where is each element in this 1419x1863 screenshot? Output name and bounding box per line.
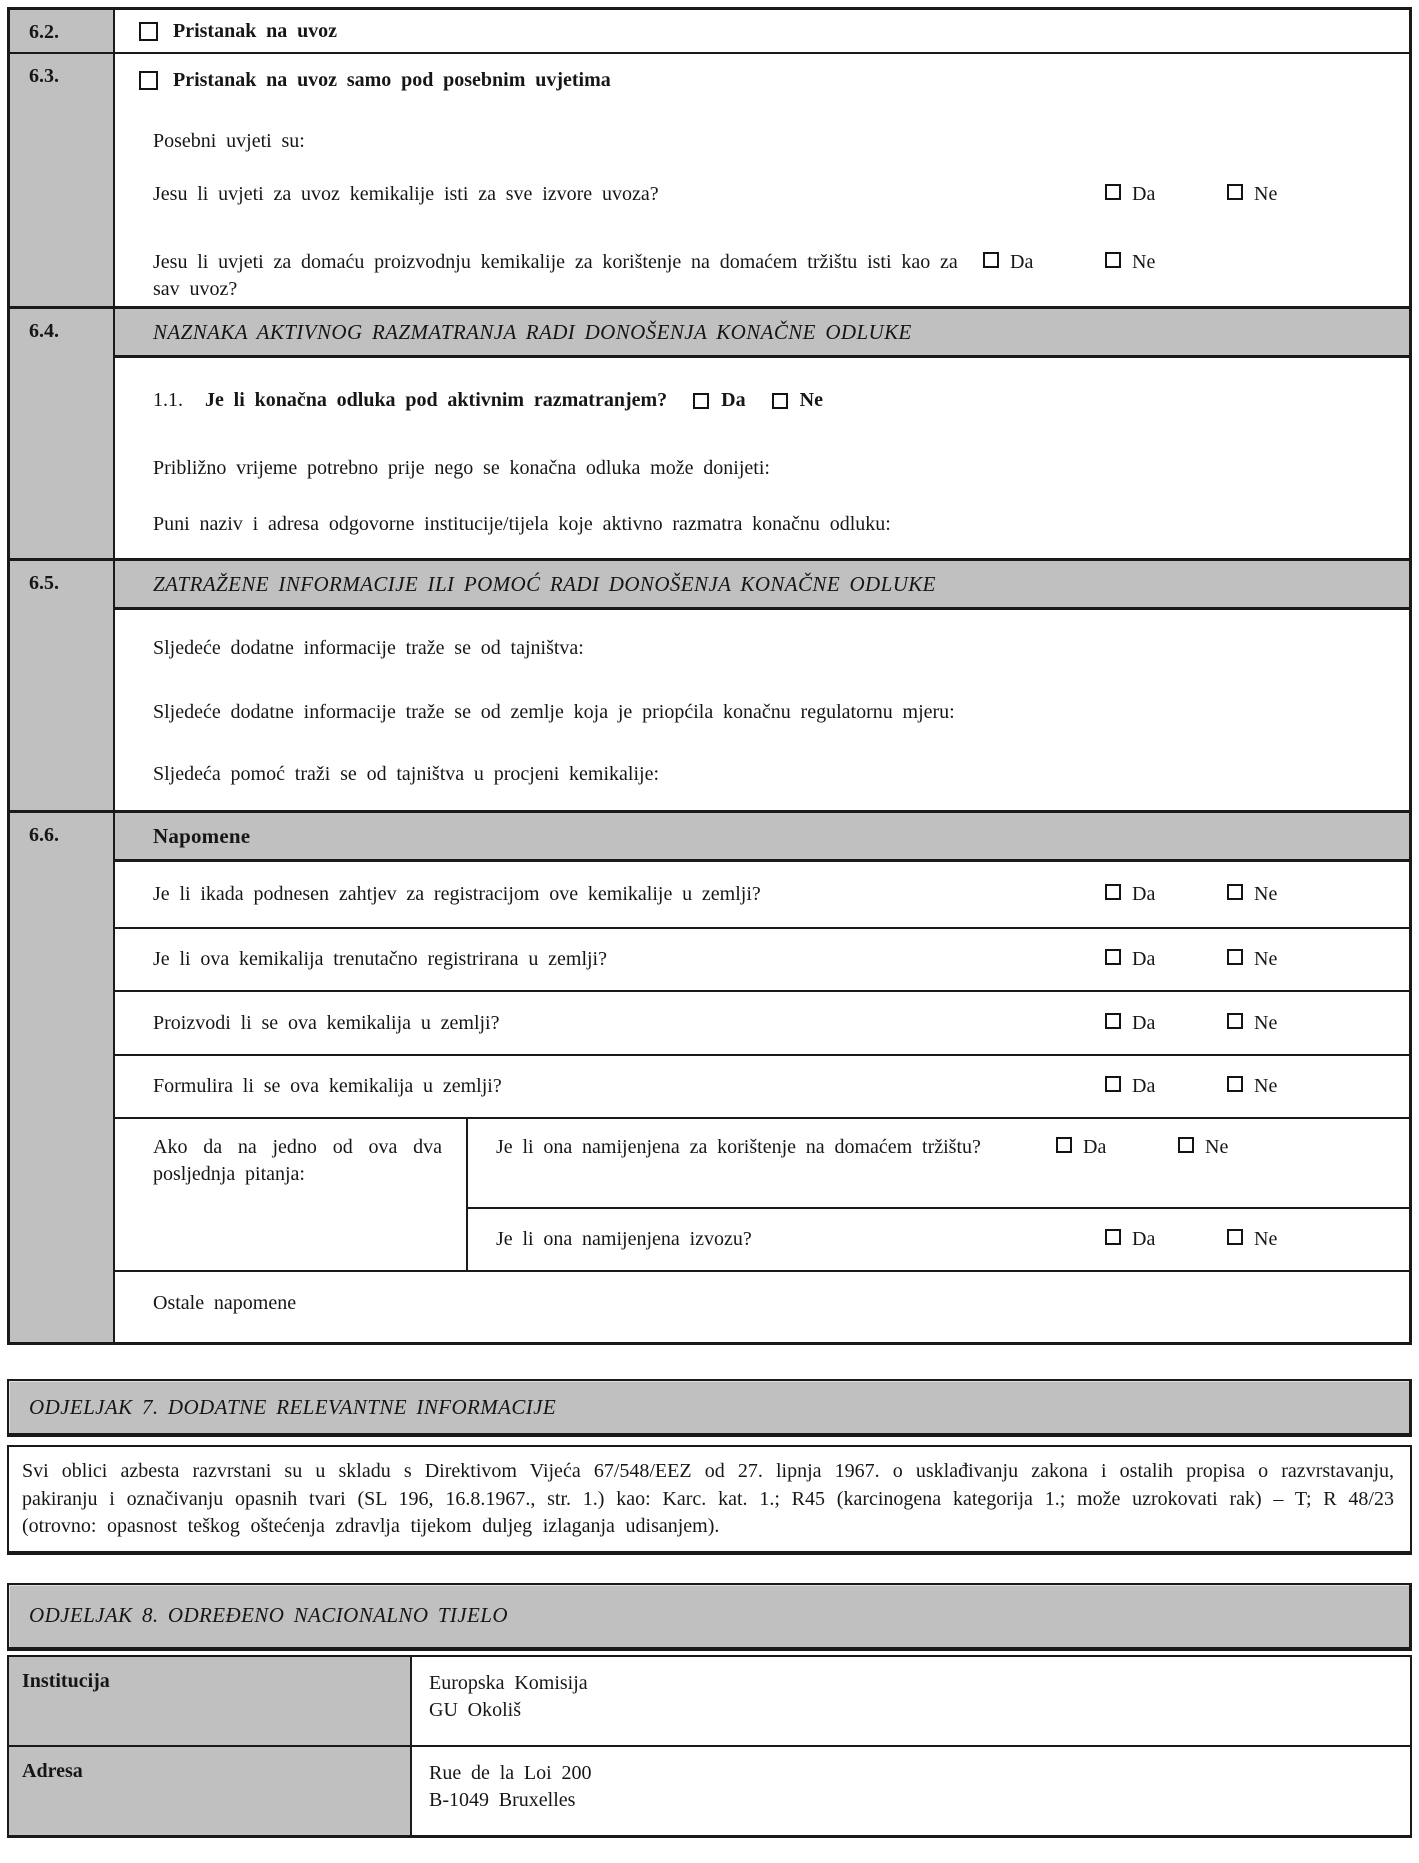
question-domestic-production	[115, 249, 1409, 303]
yes-checkbox[interactable]	[1056, 1137, 1072, 1153]
question-domestic-use	[468, 1119, 1409, 1207]
section-number: 6.5.	[10, 561, 115, 810]
consent-row	[115, 10, 1409, 52]
question-formulated	[115, 1054, 1409, 1117]
no-checkbox[interactable]	[1105, 252, 1121, 268]
question-text: Jesu li uvjeti za uvoz kemikalije isti za sve izvore uvoza?	[153, 183, 659, 205]
question-text: Formulira li se ova kemikalija u zemlji?	[153, 1075, 502, 1097]
import-response-table	[7, 7, 1412, 1345]
yes-checkbox[interactable]	[693, 393, 709, 409]
yes-no-group	[1105, 881, 1403, 908]
section-6-6	[10, 810, 1409, 1342]
yes-label: Da	[1132, 183, 1156, 205]
yes-checkbox[interactable]	[1105, 949, 1121, 965]
no-option	[1227, 946, 1349, 973]
question-text: Je li ona namijenjena za korištenje na domaćem tržištu?	[496, 1136, 981, 1158]
section-number: 6.4.	[10, 309, 115, 558]
no-option	[1227, 181, 1349, 208]
no-checkbox[interactable]	[1178, 1137, 1194, 1153]
no-option	[1227, 881, 1349, 908]
no-checkbox[interactable]	[1227, 1229, 1243, 1245]
yes-checkbox[interactable]	[1105, 1229, 1121, 1245]
question-text: Proizvodi li se ova kemikalija u zemlji?	[153, 1011, 500, 1034]
no-option	[1105, 249, 1227, 276]
question-produced	[115, 990, 1409, 1054]
question-export	[468, 1207, 1409, 1270]
section-8-header: ODJELJAK 8. ODREĐENO NACIONALNO TIJELO	[7, 1583, 1412, 1651]
section-7-body-box	[7, 1445, 1412, 1555]
no-label: Ne	[1132, 251, 1156, 273]
yes-option	[1105, 1073, 1227, 1100]
yes-option	[1105, 881, 1227, 908]
section-6-5-header: ZATRAŽENE INFORMACIJE ILI POMOĆ RADI DONOŠENJA KONAČNE ODLUKE	[115, 561, 1409, 610]
institution-row	[9, 1657, 1410, 1745]
no-option	[1227, 1226, 1349, 1253]
yes-no-group	[1105, 946, 1403, 973]
yes-label: Da	[1132, 1075, 1156, 1097]
asbestos-classification-text: Svi oblici azbesta razvrstani su u skladu s Direktivom Vijeća 67/548/EEZ od 27. lipnja 1967. o usklađivanju zakona i ostalih propisa o razvrstavanju, pakiranju i označivanju opasnih tvari (SL 196, 16.8.1967., str. 1.) kao: Karc. kat. 1.; R45 (karcinogena kategorija 1.; može uzrokovati rak) – T; R 48/23 (otrovno: opasnost teškog oštećenja zdravlja tijekom duljeg izlaganja udisanjem).	[22, 1460, 1394, 1537]
yes-option	[1105, 1010, 1227, 1037]
yes-label: Da	[721, 389, 746, 411]
yes-label: Da	[1132, 1011, 1156, 1034]
national-authority-table	[7, 1655, 1412, 1838]
yes-checkbox[interactable]	[983, 252, 999, 268]
no-option	[1227, 1073, 1349, 1100]
no-option	[1227, 1010, 1349, 1037]
address-street: Rue de la Loi 200	[429, 1761, 592, 1784]
institution-label: Institucija	[9, 1657, 412, 1745]
no-checkbox[interactable]	[1227, 184, 1243, 200]
institution-name: Europska Komisija	[429, 1671, 588, 1694]
conditional-questions-row	[115, 1117, 1409, 1270]
section-6-6-header: Napomene	[115, 813, 1409, 862]
institution-department: GU Okoliš	[429, 1698, 522, 1721]
time-needed-label: Približno vrijeme potrebno prije nego se konačna odluka može donijeti:	[153, 457, 770, 479]
special-conditions-label: Posebni uvjeti su:	[153, 130, 305, 152]
consent-checkbox[interactable]	[139, 22, 158, 41]
info-from-country-label: Sljedeće dodatne informacije traže se od zemlje koja je priopćila konačnu regulatornu mjeru:	[153, 701, 955, 723]
no-label: Ne	[1254, 948, 1278, 970]
yes-option	[1105, 181, 1227, 208]
no-label: Ne	[1205, 1136, 1229, 1158]
consent-label: Pristanak na uvoz	[173, 19, 338, 42]
no-label: Ne	[1254, 1011, 1278, 1034]
info-from-secretariat-label: Sljedeće dodatne informacije traže se od tajništva:	[153, 637, 584, 659]
yes-option	[1105, 946, 1227, 973]
section-6-5	[10, 558, 1409, 810]
yes-label: Da	[1132, 948, 1156, 970]
question-registration-ever	[115, 862, 1409, 927]
address-city: B-1049 Bruxelles	[429, 1788, 576, 1811]
conditional-consent-label: Pristanak na uvoz samo pod posebnim uvjetima	[173, 69, 611, 91]
question-number: 1.1.	[153, 389, 183, 411]
responsible-authority-label: Puni naziv i adresa odgovorne institucije/tijela koje aktivno razmatra konačnu odluku:	[153, 513, 891, 535]
yes-option	[983, 249, 1105, 276]
question-active-consideration	[115, 387, 1409, 414]
question-import-sources	[115, 181, 1409, 208]
yes-no-group	[983, 249, 1281, 276]
help-from-secretariat-label: Sljedeća pomoć traži se od tajništva u procjeni kemikalije:	[153, 763, 660, 785]
yes-no-group	[1105, 1226, 1403, 1253]
section-6-3	[10, 52, 1409, 306]
section-number: 6.3.	[10, 54, 115, 306]
yes-checkbox[interactable]	[1105, 884, 1121, 900]
yes-no-group	[1105, 1073, 1403, 1100]
question-registered-now	[115, 927, 1409, 990]
yes-label: Da	[1010, 251, 1034, 273]
yes-checkbox[interactable]	[1105, 184, 1121, 200]
no-checkbox[interactable]	[1227, 1013, 1243, 1029]
section-number: 6.6.	[10, 813, 115, 1342]
address-label: Adresa	[9, 1747, 412, 1835]
no-option	[1178, 1134, 1300, 1161]
no-checkbox[interactable]	[1227, 884, 1243, 900]
yes-no-group	[1105, 181, 1403, 208]
question-text: Je li ona namijenjena izvozu?	[496, 1228, 752, 1250]
question-text: Jesu li uvjeti za domaću proizvodnju kemikalije za korištenje na domaćem tržištu isti kao za sav uvoz?	[153, 251, 958, 300]
no-label: Ne	[1254, 1075, 1278, 1097]
yes-no-group	[1056, 1134, 1354, 1161]
yes-checkbox[interactable]	[1105, 1013, 1121, 1029]
yes-checkbox[interactable]	[1105, 1076, 1121, 1092]
yes-label: Da	[1083, 1136, 1107, 1158]
conditional-label: Ako da na jedno od ova dva posljednja pitanja:	[115, 1119, 468, 1270]
section-6-4-header: NAZNAKA AKTIVNOG RAZMATRANJA RADI DONOŠENJA KONAČNE ODLUKE	[115, 309, 1409, 358]
no-checkbox[interactable]	[772, 393, 788, 409]
section-7-header: ODJELJAK 7. DODATNE RELEVANTNE INFORMACIJE	[7, 1379, 1412, 1437]
question-text: Je li konačna odluka pod aktivnim razmatranjem?	[205, 389, 668, 411]
address-row	[9, 1745, 1410, 1835]
yes-label: Da	[1132, 1228, 1156, 1250]
yes-label: Da	[1132, 883, 1156, 905]
yes-no-group	[1105, 1010, 1403, 1037]
conditional-consent-row	[115, 54, 1409, 94]
no-label: Ne	[1254, 183, 1278, 205]
no-checkbox[interactable]	[1227, 949, 1243, 965]
no-label: Ne	[1254, 1228, 1278, 1250]
yes-option	[1056, 1134, 1178, 1161]
section-number: 6.2.	[10, 10, 115, 52]
question-text: Je li ikada podnesen zahtjev za registracijom ove kemikalije u zemlji?	[153, 883, 761, 905]
section-6-4	[10, 306, 1409, 558]
yes-option	[1105, 1226, 1227, 1253]
no-label: Ne	[1254, 883, 1278, 905]
no-checkbox[interactable]	[1227, 1076, 1243, 1092]
question-text: Je li ova kemikalija trenutačno registrirana u zemlji?	[153, 948, 607, 970]
section-6-2	[10, 10, 1409, 52]
no-label: Ne	[799, 389, 823, 411]
other-notes-label: Ostale napomene	[115, 1270, 1409, 1342]
conditional-consent-checkbox[interactable]	[139, 71, 158, 90]
